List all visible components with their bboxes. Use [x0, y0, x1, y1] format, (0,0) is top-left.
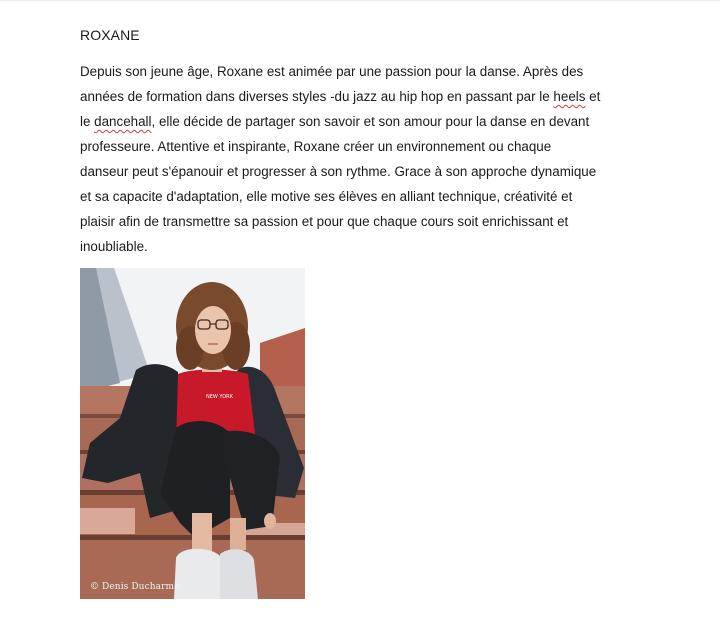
paragraph-line: plaisir afin de transmettre sa passion et pour que chaque cours soit enrichissant et: [80, 214, 569, 229]
spellcheck-flagged-word[interactable]: heels: [553, 89, 586, 104]
photo-credit: © Denis Ducharme: [90, 582, 180, 592]
document-paragraph[interactable]: [80, 59, 650, 259]
spellcheck-flagged-word[interactable]: dancehall: [94, 114, 152, 129]
portrait-photo[interactable]: [80, 268, 305, 599]
paragraph-line: danseur peut s'épanouir et progresser à son rythme. Grace à son approche dynamique: [80, 164, 597, 179]
svg-text:NEW YORK: NEW YORK: [206, 394, 233, 400]
paragraph-line: années de formation dans diverses styles -du jazz au hip hop en passant par le heels et: [80, 89, 601, 104]
paragraph-line: le dancehall, elle décide de partager son savoir et son amour pour la danse en devant: [80, 114, 590, 129]
paragraph-line: et sa capacite d'adaptation, elle motive ses élèves en alliant technique, créativité et: [80, 189, 573, 204]
paragraph-line: professeure. Attentive et inspirante, Roxane créer un environnement ou chaque: [80, 139, 552, 154]
document-title: ROXANE: [80, 27, 140, 43]
portrait-illustration: [80, 268, 305, 599]
paragraph-line: inoubliable.: [80, 239, 148, 254]
paragraph-line: Depuis son jeune âge, Roxane est animée par une passion pour la danse. Après des: [80, 64, 584, 79]
